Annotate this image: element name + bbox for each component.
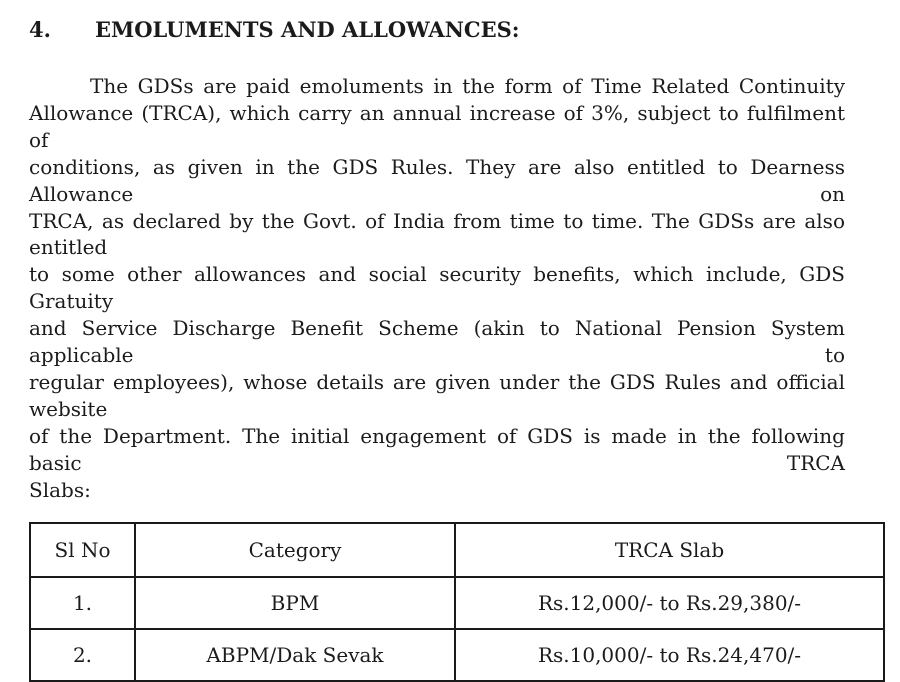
section-title: EMOLUMENTS AND ALLOWANCES: bbox=[95, 17, 520, 42]
table-header-cell: TRCA Slab bbox=[455, 523, 884, 577]
paragraph-line: to some other allowances and social security benefits, which include, GDS Gratuity bbox=[29, 262, 845, 314]
paragraph-line: The GDSs are paid emoluments in the form of Time Related Continuity bbox=[90, 74, 845, 98]
table-cell: 2. bbox=[30, 629, 135, 681]
table-cell: ABPM/Dak Sevak bbox=[135, 629, 455, 681]
table-row bbox=[30, 629, 884, 681]
table-cell: BPM bbox=[135, 577, 455, 629]
paragraph-line: TRCA, as declared by the Govt. of India from time to time. The GDSs are also entitled bbox=[29, 208, 845, 260]
trca-slab-table bbox=[29, 522, 885, 682]
paragraph-line: regular employees), whose details are given under the GDS Rules and official website bbox=[29, 369, 845, 421]
table-cell: Rs.12,000/- to Rs.29,380/- bbox=[455, 577, 884, 629]
table-row bbox=[30, 577, 884, 629]
table-cell: 1. bbox=[30, 577, 135, 629]
section-number: 4. bbox=[29, 17, 51, 42]
table-header-cell: Sl No bbox=[30, 523, 135, 577]
table-header-cell: Category bbox=[135, 523, 455, 577]
paragraph-line: of the Department. The initial engagement of GDS is made in the following basic TRCA bbox=[29, 423, 845, 475]
table-cell: Rs.10,000/- to Rs.24,470/- bbox=[455, 629, 884, 681]
document-page bbox=[0, 17, 900, 667]
paragraph-line: Allowance (TRCA), which carry an annual increase of 3%, subject to fulfilment of bbox=[29, 100, 845, 152]
paragraph-line: Slabs: bbox=[29, 477, 91, 502]
paragraph-line: and Service Discharge Benefit Scheme (akin to National Pension System applicable to bbox=[29, 316, 845, 368]
body-paragraph bbox=[29, 73, 845, 504]
table-header-row bbox=[30, 523, 884, 577]
paragraph-line: conditions, as given in the GDS Rules. They are also entitled to Dearness Allowance on bbox=[29, 154, 845, 206]
section-heading bbox=[29, 18, 900, 42]
